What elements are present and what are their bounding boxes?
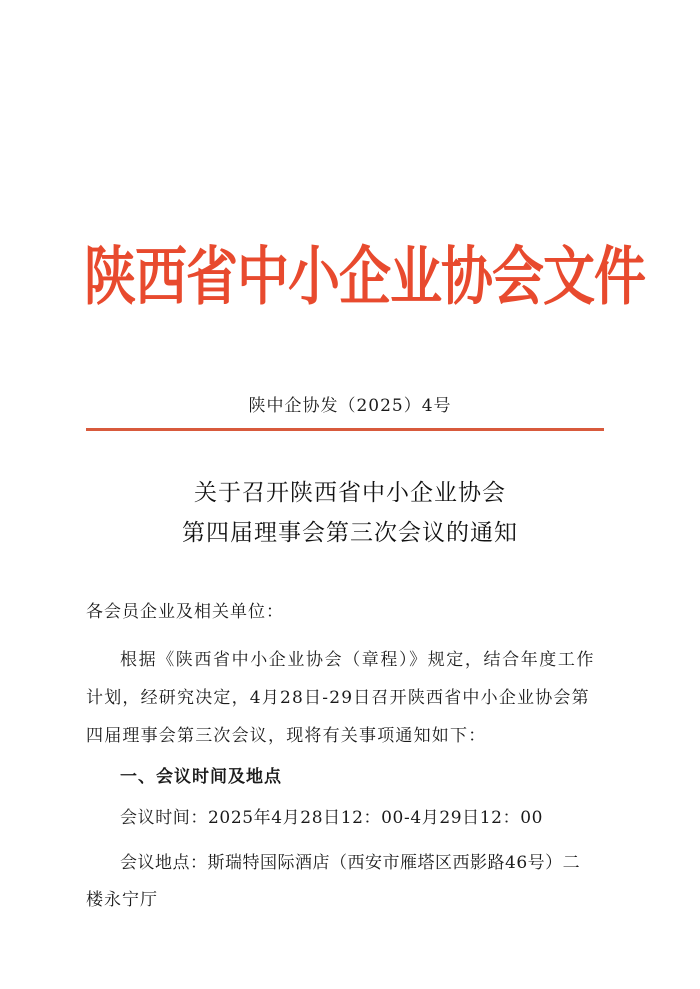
salutation: 各会员企业及相关单位： (86, 602, 284, 622)
red-divider-line (86, 428, 604, 431)
meeting-location-line-2: 楼永宁厅 (86, 890, 158, 910)
document-number: 陕中企协发（2025）4号 (248, 396, 452, 416)
section-1-heading: 一、会议时间及地点 (120, 767, 282, 787)
notice-title-line-2: 第四届理事会第三次会议的通知 (182, 520, 518, 546)
paragraph-1-line-3: 四届理事会第三次会议，现将有关事项通知如下： (86, 726, 487, 746)
notice-title-line-1: 关于召开陕西省中小企业协会 (194, 480, 506, 506)
issuer-header: 陕西省中小企业协会文件 (84, 241, 646, 315)
meeting-time: 会议时间：2025年4月28日12：00-4月29日12：00 (120, 808, 544, 828)
meeting-location-line-1: 会议地点：斯瑞特国际酒店（西安市雁塔区西影路46号）二 (120, 853, 581, 873)
paragraph-1-line-1: 根据《陕西省中小企业协会（章程）》规定，结合年度工作 (120, 650, 596, 670)
paragraph-1-line-2: 计划，经研究决定，4月28日-29日召开陕西省中小企业协会第 (86, 688, 590, 708)
